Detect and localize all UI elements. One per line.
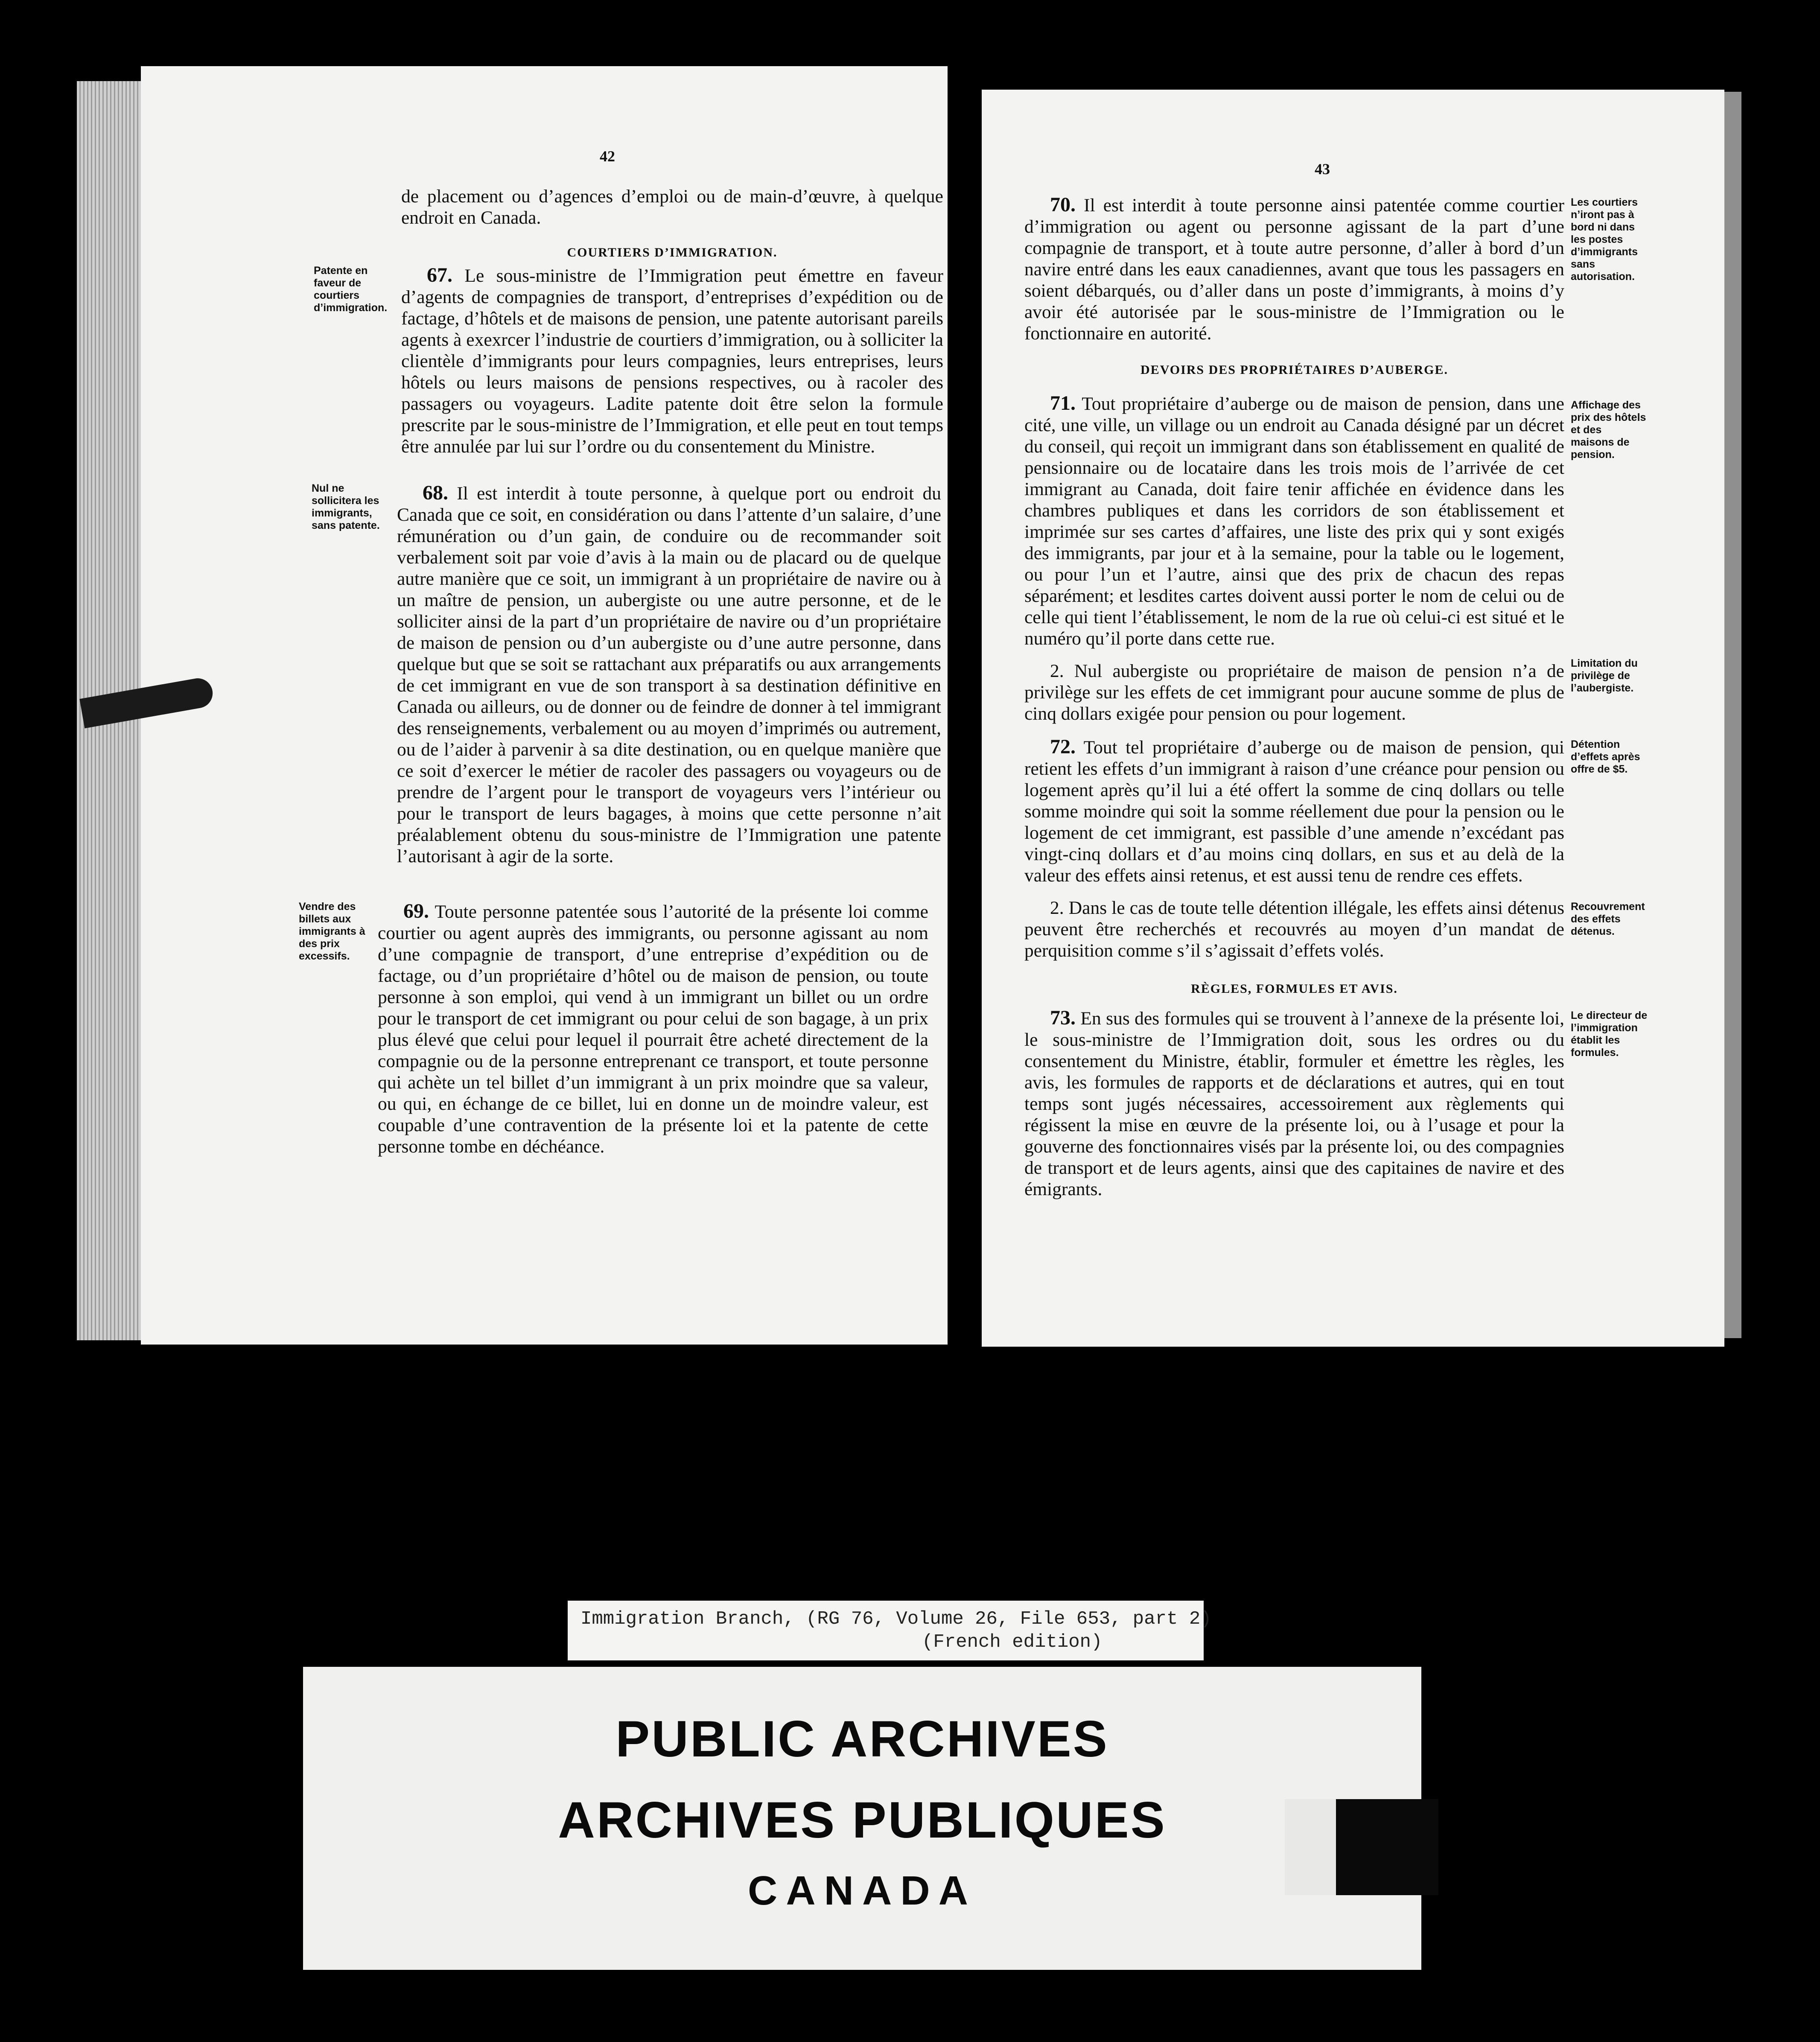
article-subsection: 2. Nul aubergiste ou propriétaire de maison de pension n’a de privilège sur les effets de cet immigrant pour aucune somme de plus de cinq dollars exigée pour pension ou pour logement. xyxy=(1024,661,1564,724)
left-page xyxy=(141,66,948,1345)
reference-label xyxy=(568,1601,1212,1660)
article-number: 72. xyxy=(1050,735,1076,758)
section-heading: COURTIERS D’IMMIGRATION. xyxy=(567,245,778,260)
article-number: 67. xyxy=(427,264,452,286)
marginal-note: Les courtiers n’iront pas à bord ni dans les postes d’immigrants sans autorisation. xyxy=(1571,196,1638,283)
article-68 xyxy=(397,482,941,867)
marginal-note: Détention d’effets après offre de $5. xyxy=(1571,738,1640,775)
marginal-note: Affichage des prix des hôtels et des maisons de pension. xyxy=(1571,399,1646,461)
archives-stamp-card xyxy=(303,1667,1421,1970)
marginal-note: Patente en faveur de courtiers d’immigration. xyxy=(314,265,388,314)
intro-paragraph xyxy=(401,186,943,228)
stamp-line-country: CANADA xyxy=(748,1868,977,1914)
continued-text: de placement ou d’agences d’emploi ou de main-d’œuvre, à quelque endroit en Canada. xyxy=(401,186,943,228)
stamp-line-french: ARCHIVES PUBLIQUES xyxy=(558,1791,1167,1849)
marginal-note: Recouvrement des effets détenus. xyxy=(1571,901,1645,937)
right-page xyxy=(982,90,1724,1347)
article-number: 73. xyxy=(1050,1006,1076,1029)
article-number: 68. xyxy=(423,481,448,504)
article-text: Le sous-ministre de l’Immigration peut émettre en faveur d’agents de compagnies de transport, d’entreprises d’expédition ou de factage, d’hôtels et de maisons de pension, une patente autorisant pareils agents à exexrcer l’industrie de courtiers d’immigration, ou à solliciter la clientèle d’immigrants pour leurs compagnies, leurs entreprises, leurs hôtels ou leurs maisons de pensions respectives, ou à racoler des passagers ou voyageurs. Ladite patente doit être selon la formule prescrite par le sous-ministre de l’Immigration, et elle peut en tout temps être annulée par lui sur l’ordre ou du consentement du Ministre. xyxy=(401,265,944,457)
card-tab-light xyxy=(1285,1799,1336,1895)
marginal-note: Le directeur de l’immigration établit les formules. xyxy=(1571,1009,1648,1059)
article-number: 71. xyxy=(1050,392,1076,414)
marginal-note: Nul ne sollicitera les immigrants, sans patente. xyxy=(312,482,380,531)
article-71 xyxy=(1024,393,1564,724)
article-number: 69. xyxy=(403,900,429,922)
section-heading: DEVOIRS DES PROPRIÉTAIRES D’AUBERGE. xyxy=(1140,363,1448,377)
card-tab-dark xyxy=(1336,1799,1438,1895)
article-text: En sus des formules qui se trouvent à l’annexe de la présente loi, le sous-ministre de l’Immigration doit, sous les ordres ou du consentement du Ministre, établir, formuler et émettre les règles, les avis, les formules de rapports et de déclarations et autres, qui en tout temps sont jugés nécessaires, accessoirement aux règlements qui régissent la mise en œuvre de la présente loi, ou à l’usage et pour la gouverne des fonctionnaires visés par la présente loi, ou des compagnies de transport et de leurs agents, ainsi que des capitaines de navire et des émigrants. xyxy=(1024,1008,1564,1199)
marginal-note: Limitation du privilège de l’aubergiste. xyxy=(1571,657,1638,694)
section-heading: RÈGLES, FORMULES ET AVIS. xyxy=(1191,982,1398,996)
stamp-line-english: PUBLIC ARCHIVES xyxy=(615,1710,1109,1768)
article-text: Il est interdit à toute personne ainsi patentée comme courtier d’immigration ou agent ou personne agissant de la part d’une compagnie de transport, et à toute autre personne, d’aller à bord d’un navire entré dans les eaux canadiennes, avant que tous les passagers en soient débarqués, ou d’aller dans un poste d’immigrants, à moins d’y avoir été autorisée par le sous-ministre de l’Immigration ou le fonctionnaire en autorité. xyxy=(1024,195,1565,344)
marginal-note: Vendre des billets aux immigrants à des prix excessifs. xyxy=(299,901,365,962)
reference-line-2: (French edition) xyxy=(922,1631,1102,1653)
article-number: 70. xyxy=(1050,193,1076,216)
article-72 xyxy=(1024,736,1564,961)
article-text: Tout tel propriétaire d’auberge ou de maison de pension, qui retient les effets d’un immigrant à raison d’une créance pour pension ou logement après qu’il lui a été offert la somme de cinq dollars ou telle somme moindre qui soit la somme réellement due pour la pension ou le logement de cet immigrant, est passible d’une amende n’excédant pas vingt-cinq dollars et d’au moins cinq dollars, en sus et au delà de la valeur des effets ainsi retenus, et est aussi tenu de rendre ces effets. xyxy=(1024,737,1565,886)
article-subsection: 2. Dans le cas de toute telle détention illégale, les effets ainsi détenus peuvent être recherchés et recouvrés au moyen d’un mandat de perquisition comme s’il s’agissait d’effets volés. xyxy=(1024,898,1564,961)
page-number: 43 xyxy=(1315,160,1330,178)
article-text: Tout propriétaire d’auberge ou de maison de pension, dans une cité, une ville, un village ou un endroit au Canada désigné par un décret du conseil, qui reçoit un immigrant dans son établissement en qualité de pensionnaire ou de locataire dans les trois mois de l’arrivée de cet immigrant au Canada, doit faire tenir affichée en évidence dans les chambres publiques et dans les corridors de son établissement et imprimée sur ses cartes d’affaires, une liste des prix qui y sont exigés des immigrants, par jour et à la semaine, pour la table ou le logement, ou pour l’un et l’autre, ainsi que des prix de chacun des repas séparément; et lesdites cartes doivent aussi porter le nom de celui ou de celle qui tient l’établissement, le nom de la rue où celui-ci est situé et le numéro qu’il porte dans cette rue. xyxy=(1024,394,1564,649)
article-73 xyxy=(1024,1007,1564,1200)
article-67 xyxy=(401,265,943,457)
article-text: Toute personne patentée sous l’autorité de la présente loi comme courtier ou agent auprès des immigrants, ou personne agissant au nom d’une compagnie de transport, d’une entreprise d’expédition ou de factage, ou d’un propriétaire d’hôtel ou de maison de pension, ou toute personne à son emploi, qui vend à un immigrant un billet ou un ordre pour le transport de cet immigrant ou pour celui de son bagage, à un prix plus élevé que celui pour lequel il pourrait être acheté directement de la compagnie ou de la personne entreprenant ce transport, et toute personne qui achète un tel billet d’un immigrant à un prix moindre que sa valeur, ou qui, en échange de ce billet, lui en donne un de moindre valeur, est coupable d’une contravention de la présente loi et la patente de cette personne tombe en déchéance. xyxy=(378,901,928,1157)
article-text: Il est interdit à toute personne, à quelque port ou endroit du Canada que ce soit, en considération ou dans l’attente d’un salaire, d’une rémunération ou d’un gain, de conduire ou de recommander soit verbalement soit par voie d’avis à la main ou de placard ou de quelque autre manière que ce soit, un immigrant à un propriétaire de navire ou à un maître de pension, un aubergiste ou une autre personne, et de le solliciter ainsi de la part d’un propriétaire de navire ou d’un propriétaire de maison de pension ou d’un aubergiste ou d’une autre personne, dans quelque but que se soit se rattachant aux préparatifs ou aux arrangements de cet immigrant en vue de son transport à sa destination définitive en Canada ou ailleurs, ou de donner ou de feindre de donner à tel immigrant des renseignements, verbalement ou au moyen d’imprimés ou autrement, ou de l’aider à parvenir à sa dite destination, ou en quelque manière que ce soit d’exercer le métier de racoler des passagers ou voyageurs ou de prendre de l’argent pour le transport de voyageurs vers l’intérieur ou pour le transport de leurs bagages, à moins que cette personne n’ait préalablement obtenu du sous-ministre de l’Immigration une patente l’autorisant à agir de la sorte. xyxy=(397,483,941,866)
article-70 xyxy=(1024,194,1564,344)
page-number: 42 xyxy=(600,148,615,165)
article-69 xyxy=(378,901,928,1157)
reference-line-1: Immigration Branch, (RG 76, Volume 26, File 653, part 2) xyxy=(580,1608,1212,1630)
